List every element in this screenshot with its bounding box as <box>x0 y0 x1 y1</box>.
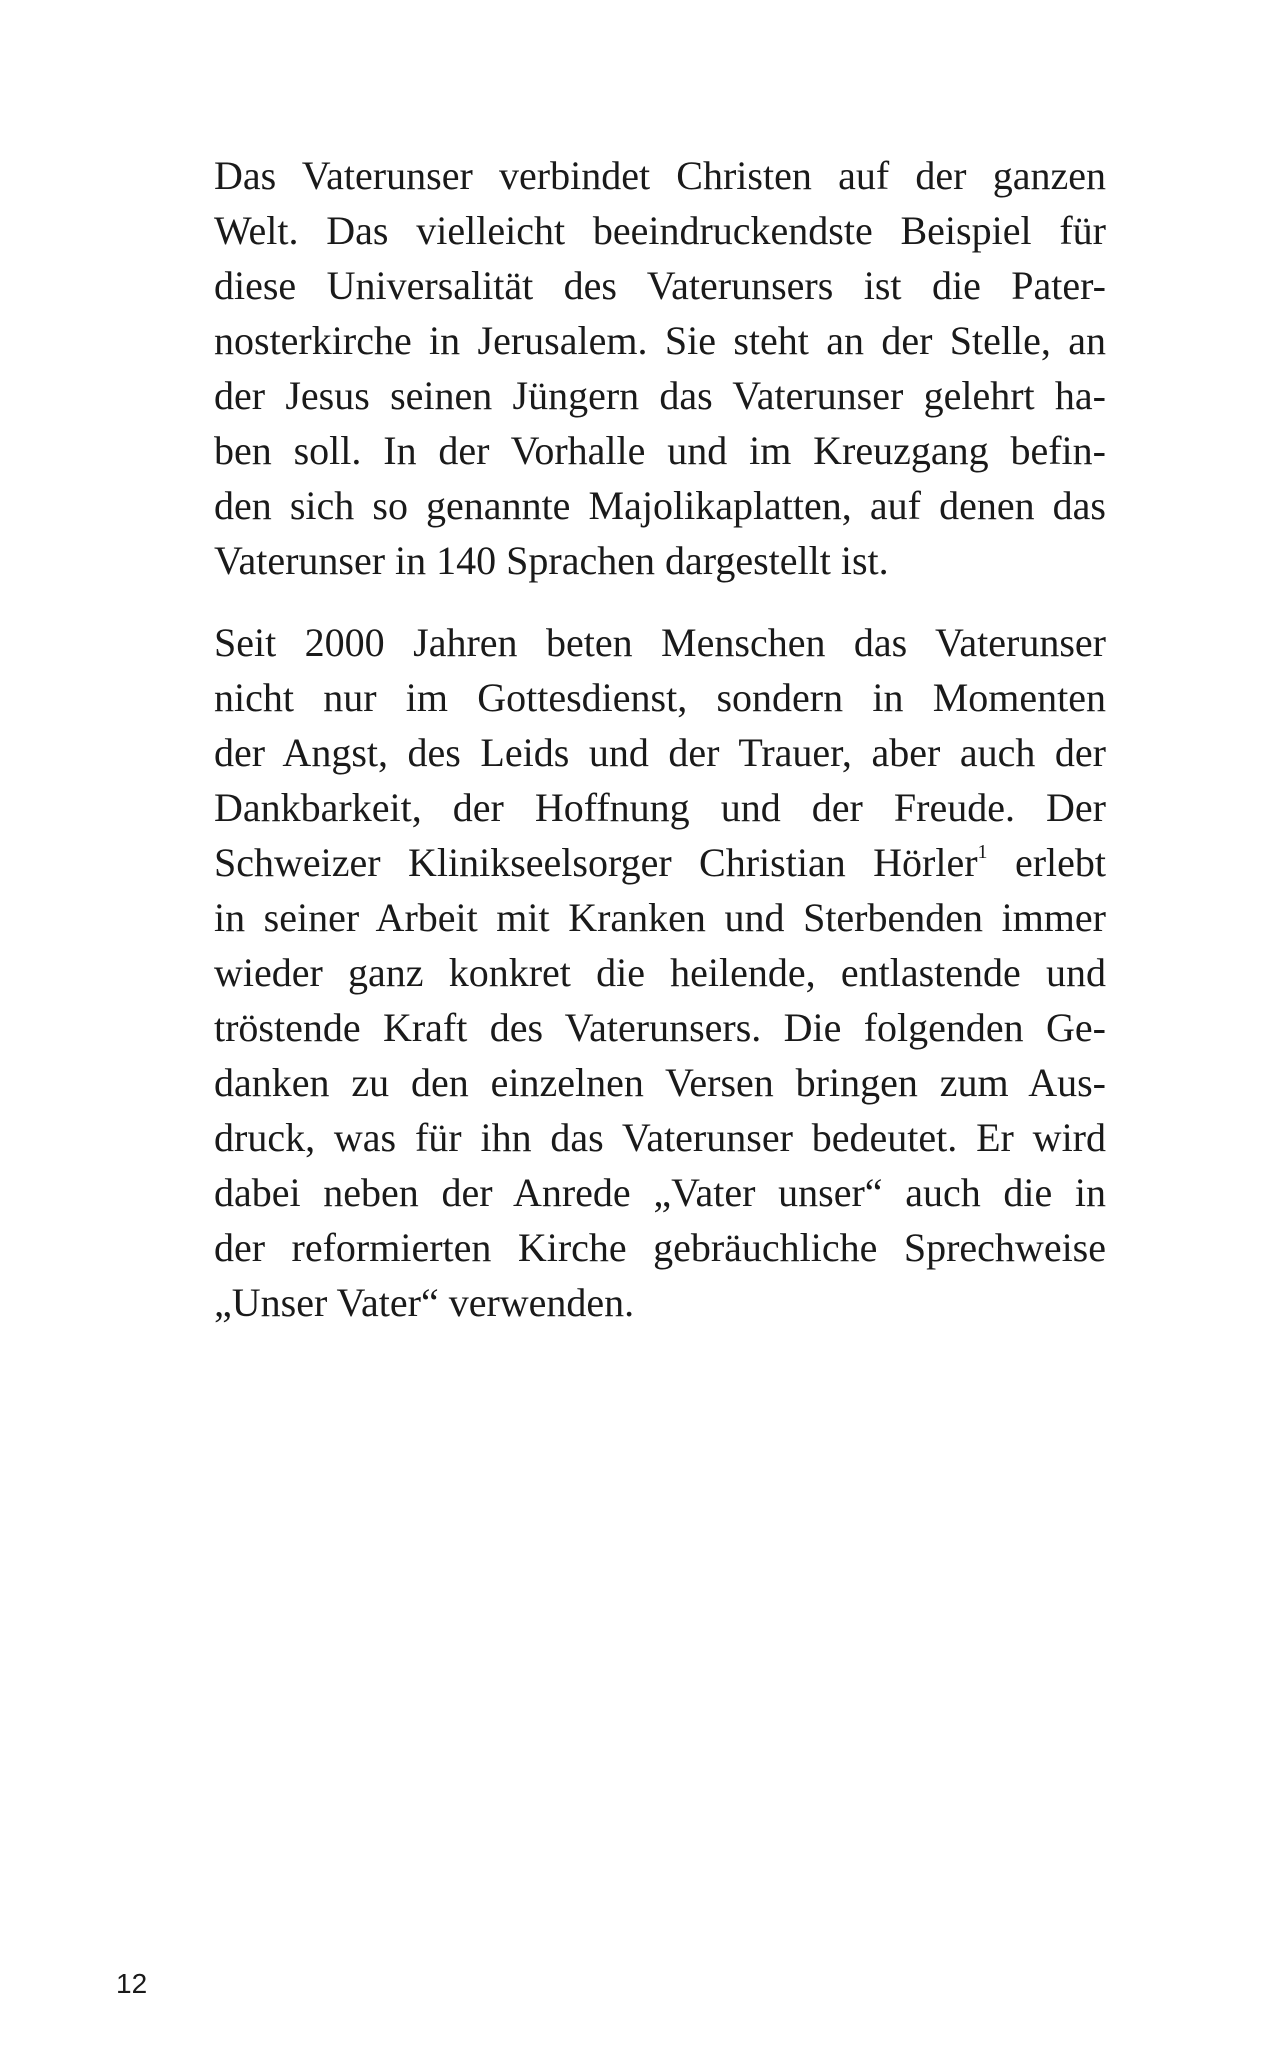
text-line: tröstende Kraft des Vaterunsers. Die folgenden Ge- <box>214 1005 1106 1050</box>
text-line: der Jesus seinen Jüngern das Vaterunser gelehrt ha- <box>214 373 1106 418</box>
text-line: der Angst, des Leids und der Trauer, aber auch der <box>214 730 1106 775</box>
text-line: Seit 2000 Jahren beten Menschen das Vaterunser <box>214 620 1106 665</box>
text-line: wieder ganz konkret die heilende, entlastende und <box>214 950 1106 995</box>
text-line: druck, was für ihn das Vaterunser bedeutet. Er wird <box>214 1115 1106 1160</box>
text-line-with-footnote <box>214 835 1106 890</box>
text-segment: Schweizer Klinikseelsorger Christian Hörler <box>214 840 978 885</box>
body-text <box>214 148 1106 1330</box>
text-line: Welt. Das vielleicht beeindruckendste Beispiel für <box>214 208 1106 253</box>
text-line: diese Universalität des Vaterunsers ist die Pater- <box>214 263 1106 308</box>
text-line: Dankbarkeit, der Hoffnung und der Freude. Der <box>214 785 1106 830</box>
paragraph-gap <box>214 588 1106 615</box>
text-line: nosterkirche in Jerusalem. Sie steht an der Stelle, an <box>214 318 1106 363</box>
text-line: Vaterunser in 140 Sprachen dargestellt ist. <box>214 538 889 583</box>
text-line: nicht nur im Gottesdienst, sondern in Momenten <box>214 675 1106 720</box>
text-segment: erlebt <box>987 840 1106 885</box>
text-line: „Unser Vater“ verwenden. <box>214 1280 635 1325</box>
page-number: 12 <box>116 1968 148 1999</box>
paragraph-1 <box>214 148 1106 588</box>
text-line: in seiner Arbeit mit Kranken und Sterbenden immer <box>214 895 1106 940</box>
text-line: Das Vaterunser verbindet Christen auf der ganzen <box>214 153 1106 198</box>
text-line: den sich so genannte Majolikaplatten, auf denen das <box>214 483 1106 528</box>
text-line: dabei neben der Anrede „Vater unser“ auch die in <box>214 1170 1106 1215</box>
text-line: der reformierten Kirche gebräuchliche Sprechweise <box>214 1225 1106 1270</box>
text-line: ben soll. In der Vorhalle und im Kreuzgang befin- <box>214 428 1106 473</box>
paragraph-2 <box>214 615 1106 1330</box>
text-line: danken zu den einzelnen Versen bringen zum Aus- <box>214 1060 1106 1105</box>
footnote-marker[interactable]: 1 <box>977 841 988 863</box>
